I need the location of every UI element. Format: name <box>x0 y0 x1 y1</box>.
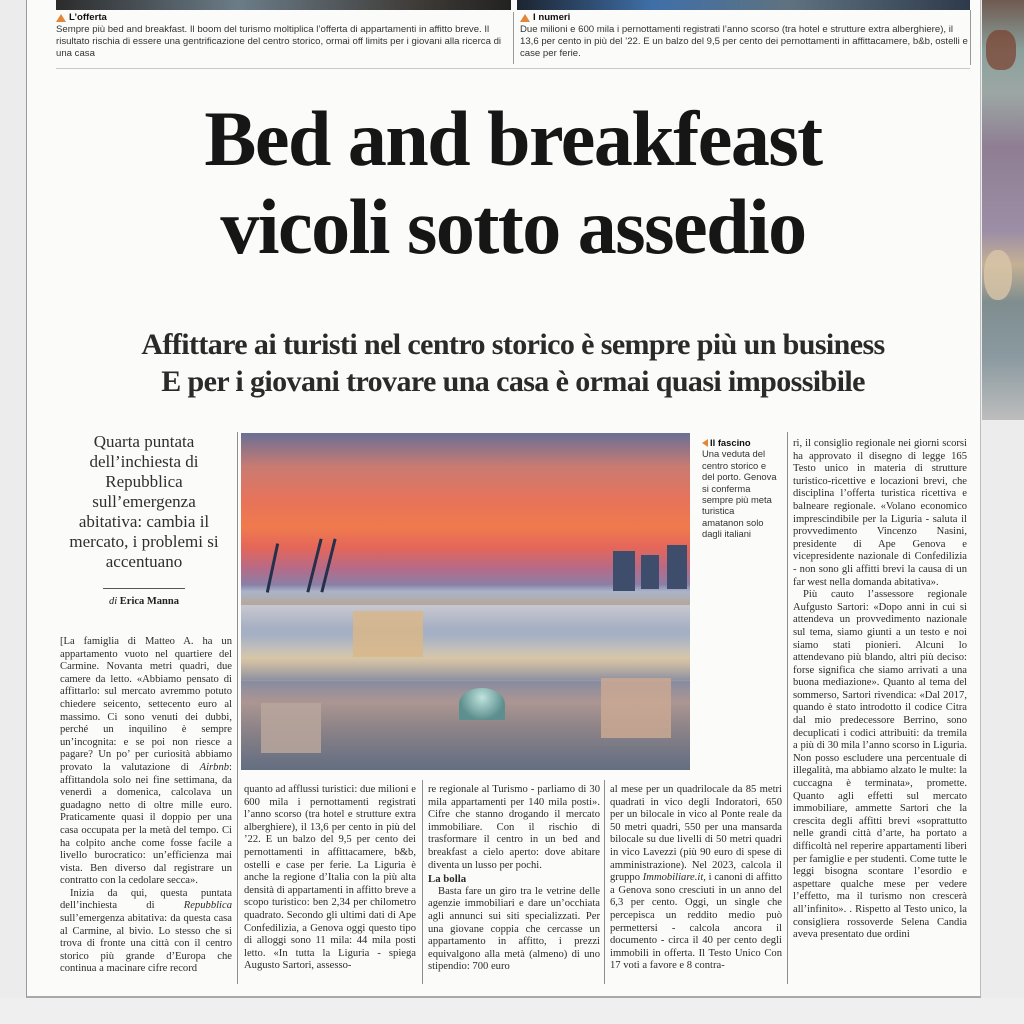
photo-building <box>641 555 659 589</box>
headline-line-2: vicoli sotto assedio <box>220 183 806 270</box>
caption-title: I numeri <box>533 12 571 23</box>
side-photo-fragment <box>982 0 1024 420</box>
column-divider <box>237 432 238 984</box>
article-column-4: al mese per un quadrilocale da 85 metri quadrati in vico degli Indoratori, 650 per un bilocale in vico al Ponte reale da 50 metri quadri, 550 per una mansarda bilocale su due livelli di 50 metri quadri in vico Lavezzi (più 90 euro di spese di amministrazione). Nel 2023, calcola il gruppo Immobiliare.it, i canoni di affitto a Genova sono cresciuti in un anno del 6,3 per cento. Oggi, un single che percepisca un reddito medio può permettersi - calcola ancora il documento - circa il 40 per cento degli immobili in offerta. Il Testo Unico Con 17 voti a favore e 8 contra- <box>610 784 783 972</box>
photo-building <box>613 551 635 591</box>
photo-caption-text: Una veduta del centro storico e del porto. Genova si conferma sempre più meta turistica amatanon solo dagli italiani <box>702 448 777 540</box>
column-divider <box>787 432 788 984</box>
caption-text: Due milioni e 600 mila i pernottamenti registrati l’anno scorso (tra hotel e strutture extra alberghiere), il 13,6 per cento in più del ’22. E un balzo del 9,5 per cento dei pernottamenti in affittacamere, b&b, ostelli e case per ferie. <box>520 24 968 59</box>
author-name: Erica Manna <box>119 596 179 607</box>
section-divider <box>56 68 970 69</box>
screen-bottom-margin <box>0 998 1024 1024</box>
photo-building <box>601 678 671 738</box>
triangle-up-icon <box>56 14 66 22</box>
top-photo-right <box>517 0 970 10</box>
photo-crane <box>320 538 336 592</box>
column-divider <box>422 780 423 984</box>
article-column-2: quanto ad afflussi turistici: due milioni e 600 mila i pernottamenti registrati l’anno scorso (tra hotel e strutture extra alberghiere), il 13,6 per cento in più del ’22. E un balzo del 9,5 per cento dei pernottamenti in affittacamere, b&b, ostelli e case per ferie. La Liguria è anche la regione d’Italia con la più alta densità di appartamenti in affitto breve a scopo turistico: ben 2,34 per chilometro quadrato. Secondo gli ultimi dati di Ape Confedilizia, a Genova oggi questo tipo di alloggi sono 11 mila: 44 mila posti letto. «In tutta la Liguria - spiega Augusto Sartori, assesso- <box>244 784 416 972</box>
subheadline <box>56 326 970 400</box>
article-column-1: [La famiglia di Matteo A. ha un appartamento vuoto nel quartiere del Carmine. Novanta metri quadri, due camere da letto. «Abbiamo pensato di affittarlo: sul mercato avremmo potuto chiedere seicento, settecento euro al massimo. Ci sono venuti dei dubbi, perché un inquilino è sempre un’incognita: e se poi non riesce a pagare? Un po’ per curiosità abbiamo provato la valutazione di Airbnb: affittandola solo nei fine settimana, da venerdì a domenica, calcolava un guadagno netto di oltre mille euro. Praticamente quasi il doppio per una casa occupata per la metà del tempo. Ci ha colpito anche come fosse facile a livello burocratico: un’efficienza mai vista. Ben diverso dal registrare un contratto con la cedolare secca». Inizia da qui, questa puntata dell’inchiesta di Repubblica sull’emergenza abitativa: da questa casa al Carmine, al bivio. Lo stesso che si trova di fronte una città con il centro storico più grande d’Europa che continua a macinare cifre record <box>60 636 232 975</box>
photo-crane <box>306 538 322 592</box>
triangle-up-icon <box>520 14 530 22</box>
subheadline-line-2: E per i giovani trovare una casa è ormai quasi impossibile <box>161 365 865 398</box>
photo-crane <box>266 543 279 593</box>
caption-text: Sempre più bed and breakfast. Il boom del turismo moltiplica l’offerta di appartamenti in affitto breve. Il risultato rischia di essere una gentrificazione del centro storico, ormai off limits per i giovani alla ricerca di una casa <box>56 24 502 59</box>
section-subheading: La bolla <box>428 873 467 886</box>
photo-building <box>261 703 321 753</box>
article-column-5: ri, il consiglio regionale nei giorni scorsi ha approvato il disegno di legge 165 Testo unico in materia di strutture turistico-ricettive e locazioni brevi, che disciplina l’offerta turistica ricettiva e balneare regionale. «Volano economico imprescindibile per la Liguria - saluta il provvedimento Vincenzo Nasini, presidente di Ape Genova e vicepresidente nazionale di Confedilizia - non sono gli affitti brevi la causa di un far west nella domanda abitativa». Più cauto l’assessore regionale Aufgusto Sartori: «Dopo anni in cui si attendeva un provvedimento nazionale sul tema, siamo giunti a un testo e noi siamo stati pionieri. Alcuni lo attendevano più blando, altri più deciso: forse significa che siamo arrivati a una buona mediazione». Quanto al tema del sommerso, Sartori rivendica: «Dal 2017, quando è stato introdotto il codice Citra dal mio predecessore Berrino, sono decuplicati i codici attribuiti: da tremila a più di 30 mila l’anno scorso in Liguria. Non posso escludere una percentuale di illegalità, ma abbiamo alzato le multe: la cuccagna è terminata», promette. Quanto agli effetti sul mercato immobiliare, ammette Sartori che la crescita degli affitti brevi «soprattutto nelle grandi città d’arte, ha portato a difficoltà nel reperire appartamenti liberi per famiglie e per studenti. Come tutte le leggi bisogna scontare l’esordio e aspettare qualche mese per vedere l’effetto, ma il turismo non crescerà all’infinito». . Rispetto al Testo unico, la consigliera rossoverde Selena Candia aveva presentato due ordini <box>793 438 967 941</box>
subheadline-line-1: Affittare ai turisti nel centro storico è sempre più un business <box>141 328 885 361</box>
column-divider <box>604 780 605 984</box>
photo-caption <box>702 437 778 540</box>
photo-caption-title: Il fascino <box>710 437 751 448</box>
photo-building <box>667 545 687 589</box>
triangle-left-icon <box>702 439 708 447</box>
column-divider <box>970 10 971 65</box>
photo-dome <box>459 688 505 720</box>
caption-title: L’offerta <box>69 12 107 23</box>
photo-sea <box>241 605 690 680</box>
photo-building <box>353 611 423 657</box>
kicker-summary: Quarta puntata dell’inchiesta di Repubblica sull’emergenza abitativa: cambia il mercato, i problemi si accentuano <box>69 432 219 571</box>
genova-port-photo <box>241 433 690 770</box>
column-divider <box>513 12 514 64</box>
byline-prefix: di <box>108 596 118 607</box>
byline <box>60 596 228 607</box>
photo-detail <box>986 30 1016 70</box>
caption-numeri <box>520 12 970 60</box>
caption-offerta <box>56 12 511 60</box>
headline <box>56 95 970 271</box>
article-column-3: re regionale al Turismo - parliamo di 30 mila appartamenti per 140 mila posti». Cifre che stanno drogando il mercato immobiliare. Con il rischio di trasformare il centro in un bed and breakfast a cielo aperto: dove abitare diventa un lusso per pochi. La bolla Basta fare un giro tra le vetrine delle agenzie immobiliari e dare un’occhiata agli annunci sui siti specializzati. Per una giovane coppia che cercasse un appartamento in affitto, i prezzi equivalgono alla metà (almeno) di uno stipendio: 700 euro <box>428 784 600 973</box>
photo-detail <box>984 250 1012 300</box>
top-photo-left <box>56 0 511 10</box>
byline-divider <box>103 588 185 589</box>
headline-line-1: Bed and breakfeast <box>204 95 822 182</box>
